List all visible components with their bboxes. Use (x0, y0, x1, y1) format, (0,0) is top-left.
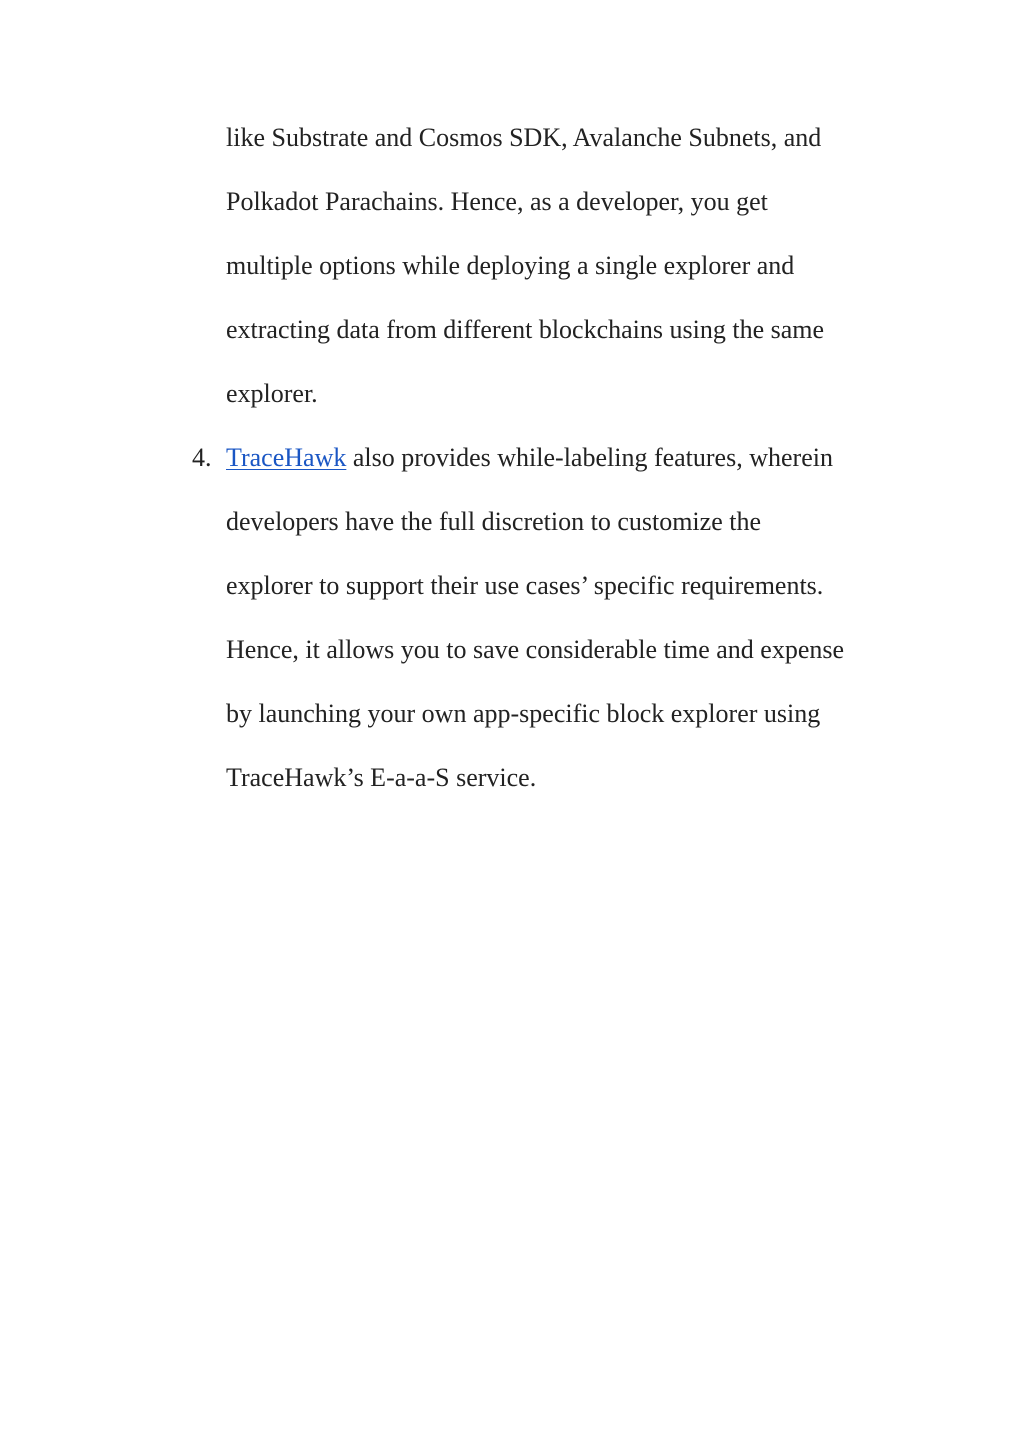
text-line: by launching your own app-specific block explorer using (226, 699, 821, 728)
continuation-paragraph (226, 106, 916, 426)
text-segment: also provides while-labeling features, wherein (346, 443, 833, 472)
text-line: TraceHawk’s E-a-a-S service. (226, 763, 537, 792)
text-line: like Substrate and Cosmos SDK, Avalanche Subnets, and (226, 123, 822, 152)
list-item-4 (192, 426, 916, 810)
text-line: explorer to support their use cases’ specific requirements. (226, 571, 824, 600)
list-marker: 4. (192, 443, 212, 472)
tracehawk-link[interactable]: TraceHawk (226, 443, 347, 472)
text-line: developers have the full discretion to customize the (226, 507, 761, 536)
list-item-first-line (226, 426, 916, 490)
text-line: explorer. (226, 379, 318, 408)
text-line: multiple options while deploying a single explorer and (226, 251, 795, 280)
text-line: extracting data from different blockchains using the same (226, 315, 825, 344)
text-line: Hence, it allows you to save considerable time and expense (226, 635, 845, 664)
text-line: Polkadot Parachains. Hence, as a developer, you get (226, 187, 768, 216)
